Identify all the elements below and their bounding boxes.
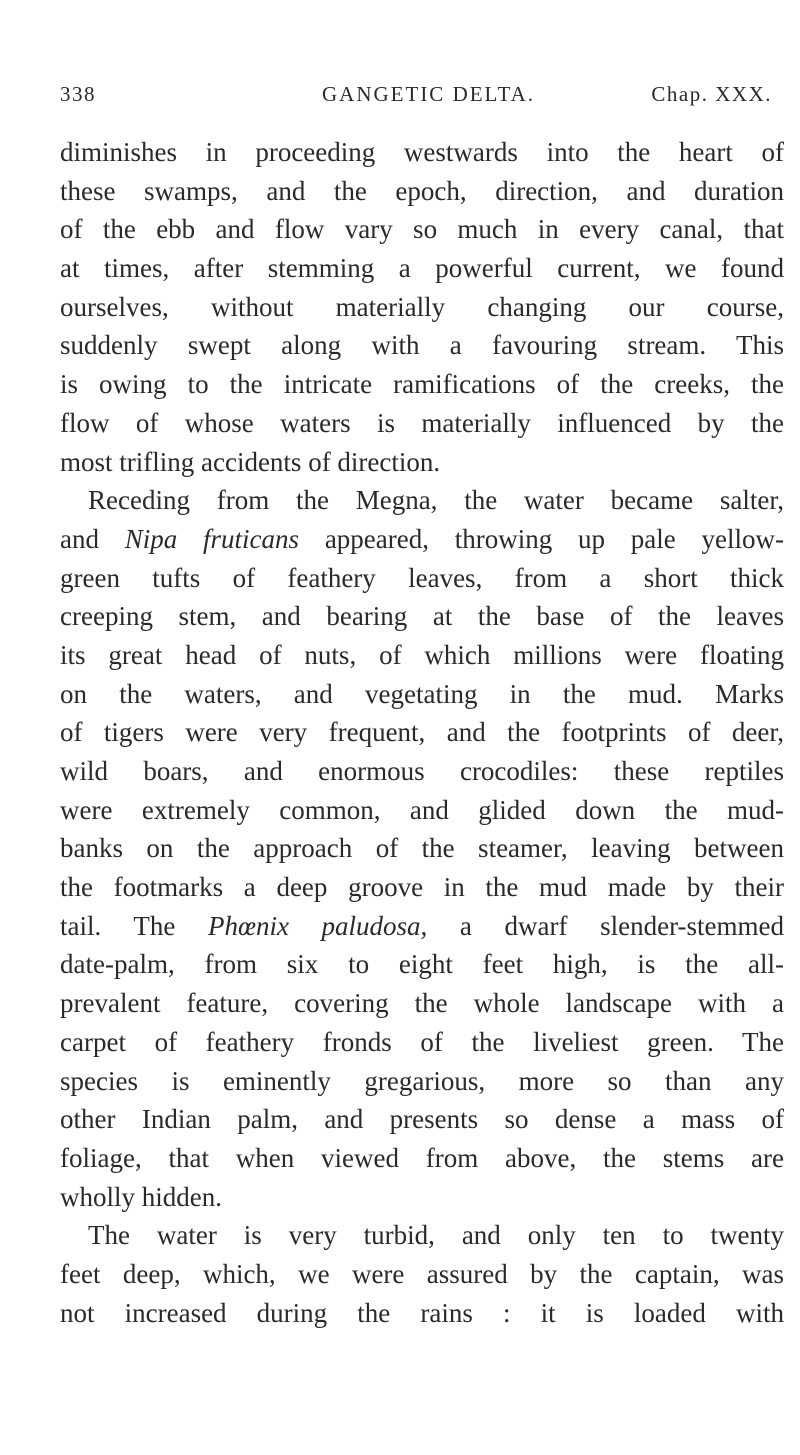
text-line: green tufts of feathery leaves, from a short thick	[60, 562, 784, 593]
text-line: these swamps, and the epoch, direction, and duration	[60, 175, 784, 206]
text-line: is owing to the intricate ramifications of the creeks, the	[60, 369, 784, 400]
text-line: carpet of feathery fronds of the liveliest green. The	[60, 1026, 784, 1057]
text-line: date-palm, from six to eight feet high, is the all-	[60, 949, 784, 980]
text-line: and Nipa fruticans appeared, throwing up pale yellow-	[60, 523, 784, 554]
text-line: creeping stem, and bearing at the base of the leaves	[60, 601, 784, 632]
text-line: suddenly swept along with a favouring stream. This	[60, 330, 784, 361]
text-line: feet deep, which, we were assured by the captain, was	[60, 1258, 784, 1289]
text-line: its great head of nuts, of which millions were floating	[60, 639, 784, 670]
text-line: prevalent feature, covering the whole landscape with a	[60, 988, 784, 1019]
text-line: other Indian palm, and presents so dense a mass of	[60, 1104, 784, 1135]
running-title: GANGETIC DELTA.	[322, 82, 536, 106]
running-head	[60, 82, 772, 112]
text-line: tail. The Phœnix paludosa, a dwarf slender-stemmed	[60, 910, 784, 941]
text-line: of tigers were very frequent, and the footprints of deer,	[60, 717, 784, 748]
text-line: species is eminently gregarious, more so than any	[60, 1065, 784, 1096]
text-line: The water is very turbid, and only ten to twenty	[88, 1220, 784, 1251]
text-line: Receding from the Megna, the water became salter,	[88, 485, 784, 516]
text-line: diminishes in proceeding westwards into the heart of	[60, 137, 784, 167]
chapter-label: Chap. XXX.	[651, 82, 772, 106]
text-line: flow of whose waters is materially influenced by the	[60, 407, 784, 438]
text-line: ourselves, without materially changing our course,	[60, 291, 784, 322]
text-line: foliage, that when viewed from above, the stems are	[60, 1142, 784, 1173]
text-line: the footmarks a deep groove in the mud made by their	[60, 872, 784, 903]
text-line: on the waters, and vegetating in the mud. Marks	[60, 678, 784, 709]
text-line: banks on the approach of the steamer, leaving between	[60, 833, 784, 864]
text-line: most trifling accidents of direction.	[60, 446, 441, 477]
taxon-name: Nipa fruticans	[124, 523, 300, 554]
text-line: at times, after stemming a powerful current, we found	[60, 253, 784, 284]
text-line: of the ebb and flow vary so much in every canal, that	[60, 214, 784, 245]
text-line: were extremely common, and glided down the mud-	[60, 794, 784, 825]
taxon-name: Phœnix paludosa,	[207, 910, 428, 941]
text-line: wild boars, and enormous crocodiles: these reptiles	[60, 756, 784, 786]
body-text	[60, 133, 784, 1332]
text-line: wholly hidden.	[60, 1181, 222, 1212]
text-line: not increased during the rains : it is loaded with	[60, 1297, 784, 1328]
page-number: 338	[60, 82, 96, 106]
